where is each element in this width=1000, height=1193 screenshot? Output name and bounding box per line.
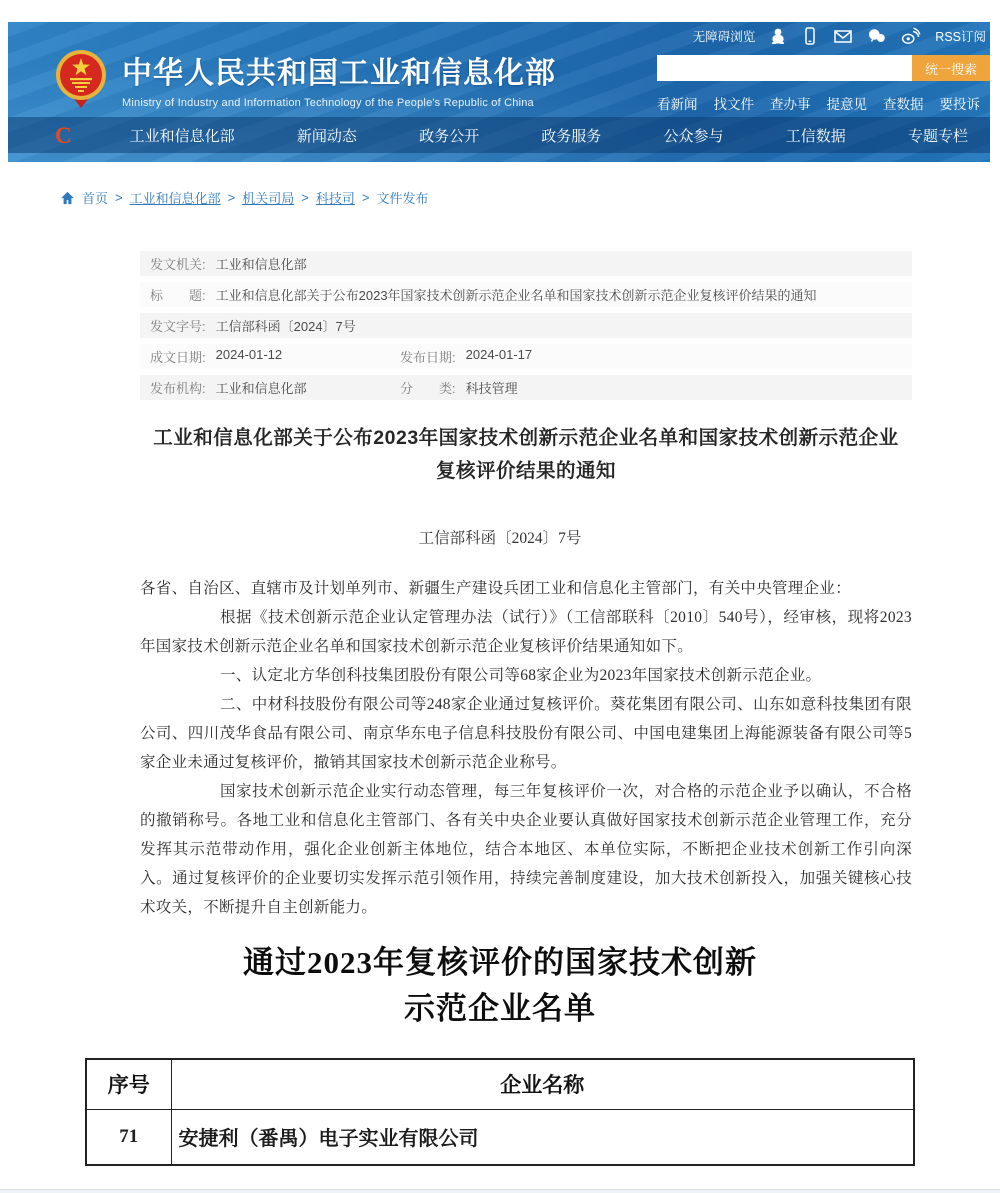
quick-link-complaint[interactable]: 要投诉 [939, 97, 980, 112]
nav-item-miit[interactable]: 工业和信息化部 [129, 127, 235, 145]
header-serial-number: 序号 [86, 1059, 171, 1109]
breadcrumb-departments[interactable]: 机关司局 [242, 191, 295, 206]
table-row [86, 1109, 914, 1165]
footer-divider [0, 1189, 1000, 1193]
miit-c-logo-icon: C [55, 122, 72, 148]
article-body [140, 574, 912, 922]
list-heading-line1: 通过2023年复核评价的国家技术创新 [243, 945, 757, 980]
breadcrumb-separator: > [301, 190, 309, 205]
quick-links [657, 93, 990, 113]
list-heading-line2: 示范企业名单 [404, 991, 596, 1026]
nav-item-news[interactable]: 新闻动态 [296, 127, 357, 145]
list-heading [85, 940, 915, 1032]
meta-row-issuing-org [140, 251, 912, 276]
breadcrumb-tech-dept[interactable]: 科技司 [315, 191, 355, 206]
nav-item-topics[interactable]: 专题专栏 [907, 127, 968, 145]
paragraph-management: 国家技术创新示范企业实行动态管理，每三年复核评价一次，对合格的示范企业予以确认，不合格的撤销称号。各地工业和信息化主管部门、各有关中央企业要认真做好国家技术创新示范企业管理工作，充分发挥其示范带动作用，强化企业创新主体地位，结合本地区、本单位实际，不断把企业技术创新工作引向深入。通过复核评价的企业要切实发挥示范引领作用，持续完善制度建设，加大技术创新投入，加强关键核心技术攻关，不断提升自主创新能力。 [140, 783, 912, 916]
article-title-line2: 复核评价结果的通知 [435, 460, 616, 482]
table-header-row [86, 1059, 914, 1109]
meta-label: 成文日期: [150, 350, 206, 365]
meta-value: 2024-01-17 [465, 347, 533, 362]
top-margin [0, 0, 1000, 22]
meta-label: 标 题: [150, 288, 206, 303]
article-title [140, 422, 912, 488]
utility-bar [693, 27, 986, 45]
weibo-icon[interactable] [901, 27, 921, 45]
site-title: 中华人民共和国工业和信息化部 [122, 57, 556, 90]
meta-row-doc-number [140, 313, 912, 338]
document-content [85, 251, 915, 1166]
meta-value: 工业和信息化部 [215, 257, 307, 272]
quick-link-services[interactable]: 查办事 [770, 97, 811, 112]
paragraph-basis: 根据《技术创新示范企业认定管理办法（试行）》（工信部联科〔2010〕540号），经审核，现将2023年国家技术创新示范企业名单和国家技术创新示范企业复核评价结果通知如下。 [140, 609, 912, 655]
search-input[interactable] [657, 55, 912, 81]
article-title-line1: 工业和信息化部关于公布2023年国家技术创新示范企业名单和国家技术创新示范企业 [153, 427, 899, 449]
meta-label: 分 类: [400, 381, 456, 396]
mail-icon[interactable] [833, 27, 853, 45]
meta-label: 发文字号: [150, 319, 206, 334]
breadcrumb-separator: > [361, 190, 370, 205]
meta-label: 发文机关: [150, 257, 206, 272]
rss-link[interactable]: RSS订阅 [935, 30, 986, 44]
nav-item-gov-service[interactable]: 政务服务 [541, 127, 602, 145]
meta-value: 科技管理 [465, 381, 518, 396]
search-button[interactable]: 统一搜索 [912, 55, 990, 81]
national-emblem-icon [55, 49, 107, 109]
home-icon[interactable] [60, 191, 75, 205]
meta-label: 发布机构: [150, 381, 206, 396]
site-header [8, 22, 990, 162]
quick-link-news[interactable]: 看新闻 [657, 97, 698, 112]
enterprise-table [85, 1058, 915, 1166]
breadcrumb [60, 188, 1000, 207]
nav-item-participation[interactable]: 公众参与 [663, 127, 724, 145]
breadcrumb-current[interactable]: 文件发布 [376, 191, 429, 206]
paragraph-item-2: 二、中材科技股份有限公司等248家企业通过复核评价。葵花集团有限公司、山东如意科技集团有限公司、四川茂华食品有限公司、南京华东电子信息科技股份有限公司、中国电建集团上海能源装备有限公司等5家企业未通过复核评价，撤销其国家技术创新示范企业称号。 [140, 696, 912, 771]
nav-item-gov-open[interactable]: 政务公开 [419, 127, 480, 145]
meta-value: 工业和信息化部 [215, 381, 307, 396]
cell-serial-number: 71 [86, 1109, 171, 1165]
meta-value: 工业和信息化部关于公布2023年国家技术创新示范企业名单和国家技术创新示范企业复核评价结果的通知 [215, 288, 817, 303]
paragraph-item-1: 一、认定北方华创科技集团股份有限公司等68家企业为2023年国家技术创新示范企业。 [220, 667, 822, 684]
quick-link-files[interactable]: 找文件 [713, 97, 754, 112]
meta-value: 2024-01-12 [215, 347, 283, 362]
meta-row-title [140, 282, 912, 307]
header-enterprise-name: 企业名称 [171, 1059, 914, 1109]
quick-link-feedback[interactable]: 提意见 [826, 97, 867, 112]
wechat-icon[interactable] [867, 27, 887, 45]
site-title-block [122, 48, 556, 109]
cell-enterprise-name: 安捷利（番禺）电子实业有限公司 [171, 1109, 914, 1165]
meta-label: 发布日期: [400, 350, 456, 365]
main-nav [8, 117, 990, 153]
meta-value: 工信部科函〔2024〕7号 [215, 319, 356, 334]
breadcrumb-separator: > [115, 190, 123, 205]
nav-item-data[interactable]: 工信数据 [785, 127, 846, 145]
paragraph-salutation: 各省、自治区、直辖市及计划单列市、新疆生产建设兵团工业和信息化主管部门，有关中央管理企业： [140, 580, 852, 597]
document-meta-table [140, 251, 912, 400]
breadcrumb-home[interactable]: 首页 [82, 191, 109, 206]
qq-icon[interactable] [769, 27, 787, 45]
search-area [657, 55, 990, 113]
accessibility-link[interactable]: 无障碍浏览 [692, 30, 756, 44]
breadcrumb-separator: > [227, 190, 236, 205]
meta-row-dates [140, 344, 912, 369]
quick-link-data[interactable]: 查数据 [883, 97, 924, 112]
mobile-icon[interactable] [801, 27, 819, 45]
meta-row-publisher [140, 375, 912, 400]
site-logo[interactable] [55, 48, 556, 109]
article-doc-number: 工信部科函〔2024〕7号 [418, 530, 582, 547]
breadcrumb-miit[interactable]: 工业和信息化部 [129, 191, 221, 206]
site-subtitle: Ministry of Industry and Information Technology of the People's Republic of China [122, 97, 534, 109]
